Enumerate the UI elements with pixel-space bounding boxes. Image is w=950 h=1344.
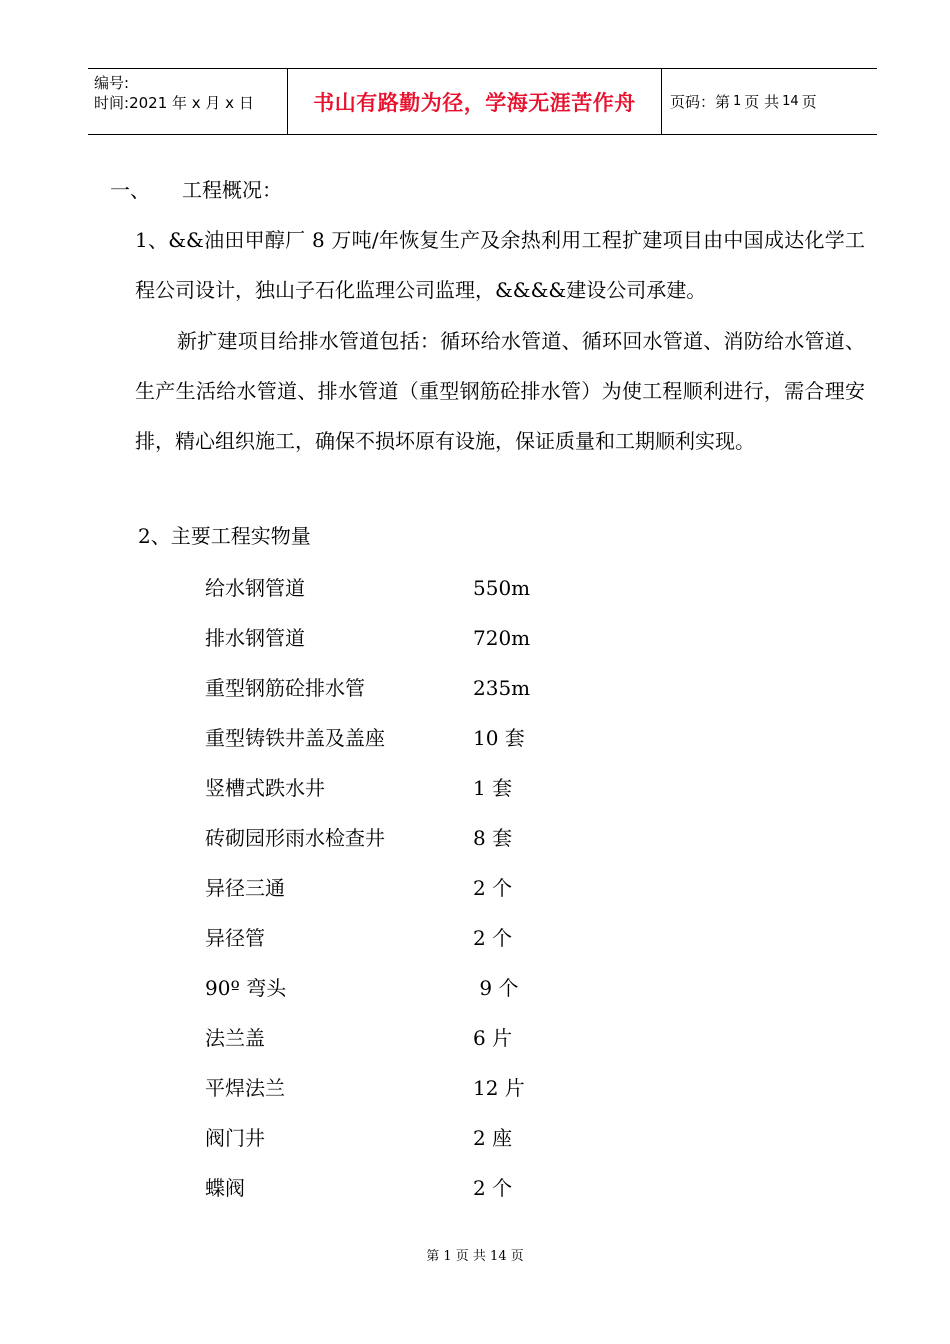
document-header [88, 68, 877, 135]
item-name: 砖砌园形雨水检查井 [205, 826, 385, 850]
item-value: 9 个 [473, 976, 519, 1000]
item-name: 平焊法兰 [205, 1076, 285, 1100]
item-value: 2 座 [473, 1126, 513, 1150]
time-value: 2021 年 x 月 x 日 [129, 94, 254, 112]
header-motto: 书山有路勤为径，学海无涯苦作舟 [288, 69, 662, 134]
list-item [205, 713, 625, 763]
time-label: 时间: [94, 94, 130, 112]
item-name: 法兰盖 [205, 1026, 265, 1050]
header-page-info: 页码：第 1 页 共 14 页 [670, 93, 817, 111]
paragraph-overview: 1、&&油田甲醇厂 8 万吨/年恢复生产及余热利用工程扩建项目由中国成达化学工程公司设计，独山子石化监理公司监理，&&&&建设公司承建。 [135, 228, 865, 302]
item-value: 6 片 [473, 1026, 513, 1050]
item-value: 2 个 [473, 926, 513, 950]
item-name: 异径管 [205, 926, 265, 950]
quantities-heading: 2、主要工程实物量 [138, 524, 311, 548]
header-page-number: 1 [733, 94, 742, 109]
list-item [205, 1013, 625, 1063]
list-item [205, 1063, 625, 1113]
item-value: 1 套 [473, 776, 513, 800]
list-item [205, 763, 625, 813]
item-value: 550m [473, 576, 531, 600]
number-label: 编号: [94, 74, 130, 92]
item-name: 异径三通 [205, 876, 285, 900]
list-item [205, 913, 625, 963]
section-number: 一、 [110, 178, 150, 202]
list-item [205, 1113, 625, 1163]
list-item [205, 863, 625, 913]
list-item [205, 1163, 625, 1213]
item-value: 8 套 [473, 826, 513, 850]
list-item [205, 963, 625, 1013]
item-name: 90º 弯头 [205, 976, 287, 1000]
item-value: 12 片 [473, 1076, 525, 1100]
item-name: 给水钢管道 [205, 576, 305, 600]
list-item [205, 663, 625, 713]
item-value: 2 个 [473, 1176, 513, 1200]
paragraph-scope: 新扩建项目给排水管道包括：循环给水管道、循环回水管道、消防给水管道、生产生活给水管道、排水管道（重型钢筋砼排水管）为使工程顺利进行，需合理安排，精心组织施工，确保不损坏原有设施，保证质量和工期顺利实现。 [135, 329, 865, 453]
header-meta [88, 69, 288, 134]
list-item [205, 563, 625, 613]
list-item [205, 613, 625, 663]
page-footer: 第 1 页 共 14 页 [426, 1249, 524, 1264]
quantities-list [205, 563, 625, 1213]
item-value: 2 个 [473, 876, 513, 900]
header-page-total: 14 [782, 94, 799, 109]
item-name: 重型钢筋砼排水管 [205, 676, 365, 700]
item-name: 竖槽式跌水井 [205, 776, 325, 800]
item-name: 排水钢管道 [205, 626, 305, 650]
time-line [94, 93, 287, 113]
list-item [205, 813, 625, 863]
section-heading [110, 174, 282, 203]
item-name: 蝶阀 [205, 1176, 245, 1200]
item-value: 10 套 [473, 726, 525, 750]
item-value: 235m [473, 676, 531, 700]
item-name: 阀门井 [205, 1126, 265, 1150]
item-value: 720m [473, 626, 531, 650]
section-title-text: 工程概况： [182, 178, 282, 202]
item-name: 重型铸铁井盖及盖座 [205, 726, 385, 750]
